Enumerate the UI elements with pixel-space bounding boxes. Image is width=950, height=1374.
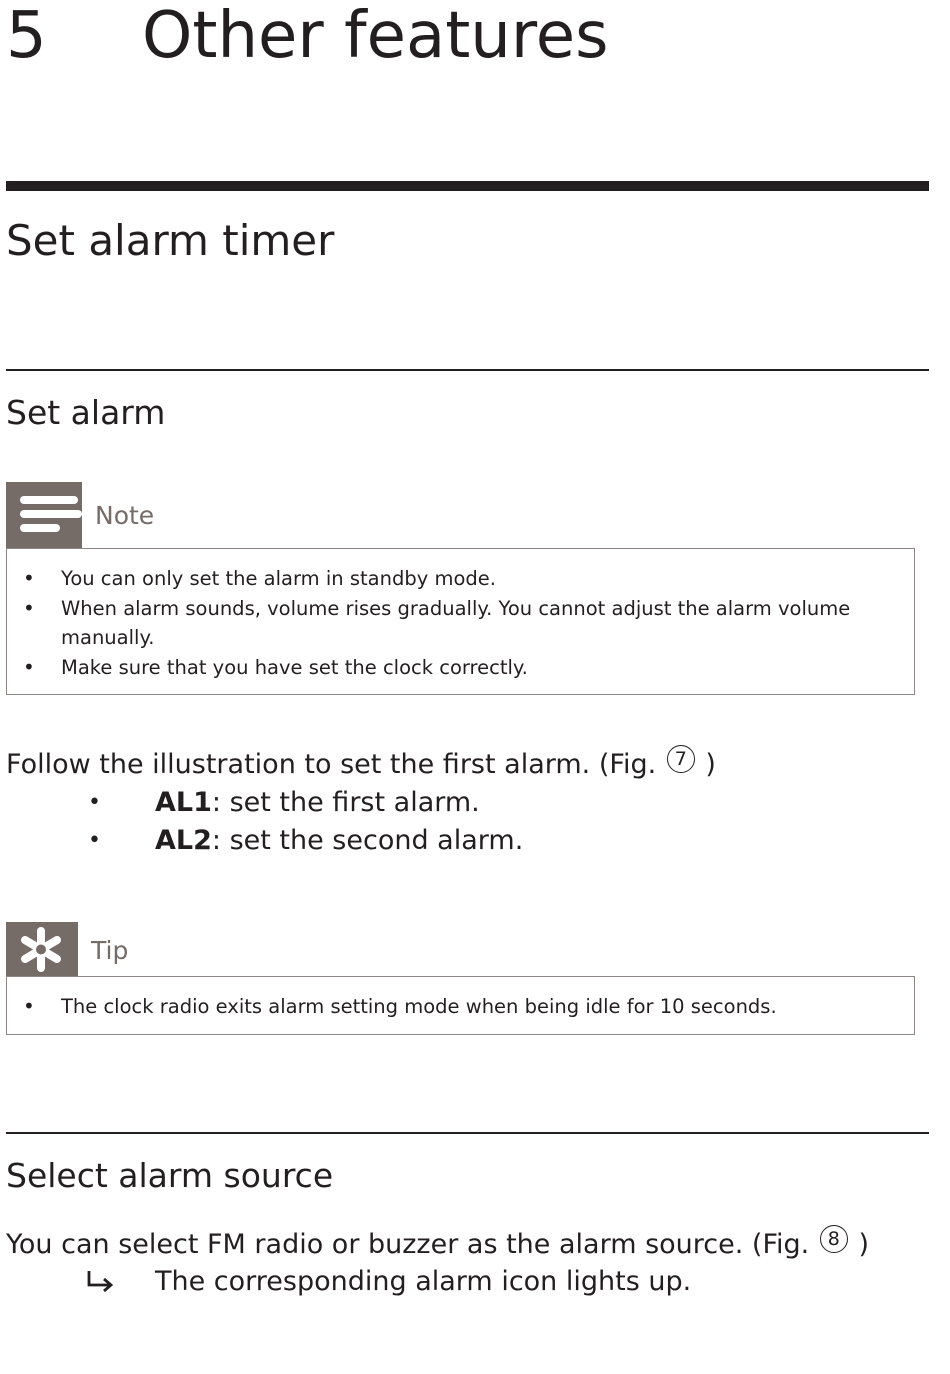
note-list (7, 564, 914, 682)
result-arrow-icon (86, 1264, 116, 1302)
tip-label: Tip (91, 936, 129, 965)
subsection-heading-select-source: Select alarm source (6, 1156, 334, 1195)
note-label: Note (95, 501, 155, 530)
tip-box (6, 976, 915, 1035)
tip-item-text: The clock radio exits alarm setting mode when being idle for 10 seconds. (61, 995, 777, 1018)
source-text: You can select FM radio or buzzer as the alarm source. (Fig. (6, 1229, 810, 1260)
subsection-divider (6, 1132, 929, 1134)
chapter-number: 5 (6, 0, 47, 73)
alarm-desc: : set the first alarm. (211, 787, 480, 818)
section-title: Set alarm timer (6, 216, 335, 265)
note-item (7, 594, 881, 653)
source-paragraph (6, 1225, 869, 1264)
note-item (7, 564, 881, 594)
chapter-title: Other features (142, 0, 609, 73)
alarm-list-item (155, 822, 523, 860)
alarm-list-item (155, 784, 480, 822)
note-item-text: When alarm sounds, volume rises gradually. You cannot adjust the alarm volume manually. (61, 596, 851, 649)
alarm-desc: : set the second alarm. (211, 825, 524, 856)
bullet: • (88, 828, 101, 853)
subsection-heading-set-alarm: Set alarm (6, 393, 166, 432)
note-item (7, 653, 881, 683)
note-box (6, 548, 915, 695)
instruction-close: ) (705, 749, 716, 780)
figure-reference-badge: 7 (667, 745, 695, 773)
note-item-text: Make sure that you have set the clock correctly. (61, 655, 528, 679)
chapter-divider (6, 181, 929, 191)
bullet: • (88, 790, 101, 815)
note-item-text: You can only set the alarm in standby mode. (61, 567, 496, 590)
bullet: • (23, 994, 35, 1018)
result-text: The corresponding alarm icon lights up. (155, 1266, 692, 1297)
subsection-divider (6, 369, 929, 371)
instruction-paragraph (6, 745, 716, 784)
alarm-key: AL1 (155, 787, 212, 818)
source-close: ) (858, 1229, 869, 1260)
tip-item (7, 992, 881, 1022)
bullet: • (23, 595, 35, 620)
asterisk-icon (6, 922, 78, 977)
bullet: • (23, 566, 35, 590)
bullet: • (23, 654, 35, 679)
tip-list (7, 992, 914, 1022)
figure-reference-badge: 8 (820, 1225, 848, 1253)
note-icon (6, 482, 82, 548)
instruction-text: Follow the illustration to set the first alarm. (Fig. (6, 749, 657, 780)
alarm-key: AL2 (155, 825, 212, 856)
